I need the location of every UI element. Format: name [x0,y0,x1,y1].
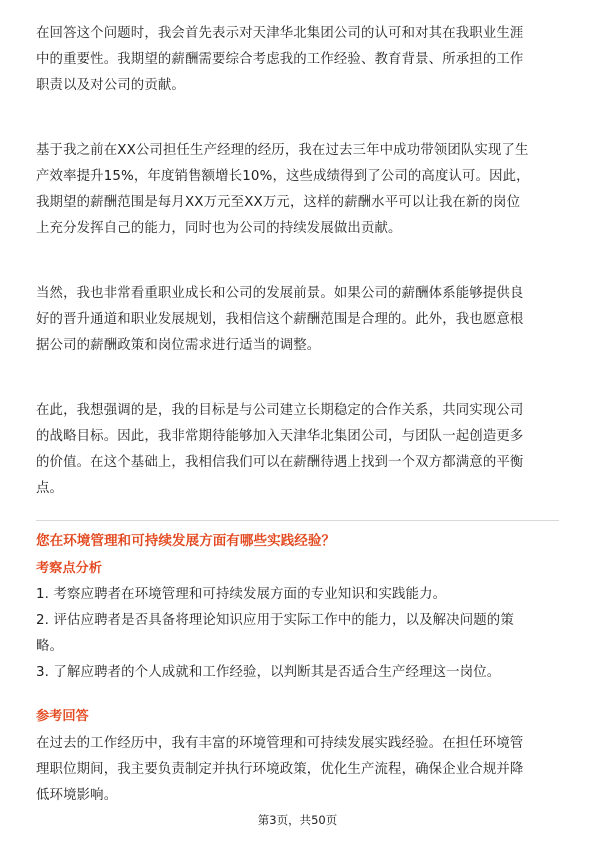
text-line: 在过去的工作经历中，我有丰富的环境管理和可持续发展实践经验。在担任环境管 [36,736,524,751]
text-line: 基于我之前在XX公司担任生产经理的经历，我在过去三年中成功带领团队实现了生 [36,143,529,158]
section-divider [36,520,559,521]
text-line: 好的晋升通道和职业发展规划，我相信这个薪酬范围是合理的。此外，我也愿意根 [36,312,524,327]
text-line: 2. 评估应聘者是否具备将理论知识应用于实际工作中的能力，以及解决问题的策 [36,613,514,628]
text-line: 低环境影响。 [36,788,118,803]
list-item [36,660,560,686]
list-item [36,608,560,660]
answer-paragraph-1 [36,21,560,99]
text-line: 当然，我也非常看重职业成长和公司的发展前景。如果公司的薪酬体系能够提供良 [36,286,524,301]
reference-answer-heading: 参考回答 [36,709,89,724]
analysis-heading: 考察点分析 [36,561,102,576]
text-line: 职责以及对公司的贡献。 [36,78,185,93]
list-item [36,582,560,608]
text-line: 3. 了解应聘者的个人成就和工作经验，以判断其是否适合生产经理这一岗位。 [36,665,501,680]
page-number: 第3页，共50页 [257,813,338,827]
text-line: 上充分发挥自己的能力，同时也为公司的持续发展做出贡献。 [36,221,402,236]
answer-paragraph-4 [36,398,560,502]
text-line: 的价值。在这个基础上，我相信我们可以在薪酬待遇上找到一个双方都满意的平衡 [36,455,524,470]
text-line: 理职位期间，我主要负责制定并执行环境政策，优化生产流程，确保企业合规并降 [36,762,524,777]
interview-question: 您在环境管理和可持续发展方面有哪些实践经验？ [36,533,336,549]
text-line: 据公司的薪酬政策和岗位需求进行适当的调整。 [36,338,321,353]
reference-answer-paragraph [36,731,560,809]
text-line: 中的重要性。我期望的薪酬需要综合考虑我的工作经验、教育背景、所承担的工作 [36,52,524,67]
text-line: 在此，我想强调的是，我的目标是与公司建立长期稳定的合作关系，共同实现公司 [36,403,524,418]
analysis-list [36,582,560,686]
text-line: 1. 考察应聘者在环境管理和可持续发展方面的专业知识和实践能力。 [36,587,447,602]
text-line: 在回答这个问题时，我会首先表示对天津华北集团公司的认可和对其在我职业生涯 [36,26,524,41]
answer-paragraph-2 [36,138,560,242]
text-line: 的战略目标。因此，我非常期待能够加入天津华北集团公司，与团队一起创造更多 [36,429,524,444]
text-line: 略。 [36,639,64,654]
text-line: 我期望的薪酬范围是每月XX万元至XX万元，这样的薪酬水平可以让我在新的岗位 [36,195,521,210]
answer-paragraph-3 [36,281,560,359]
text-line: 点。 [36,481,64,496]
text-line: 产效率提升15%，年度销售额增长10%，这些成绩得到了公司的高度认可。因此， [36,169,530,184]
